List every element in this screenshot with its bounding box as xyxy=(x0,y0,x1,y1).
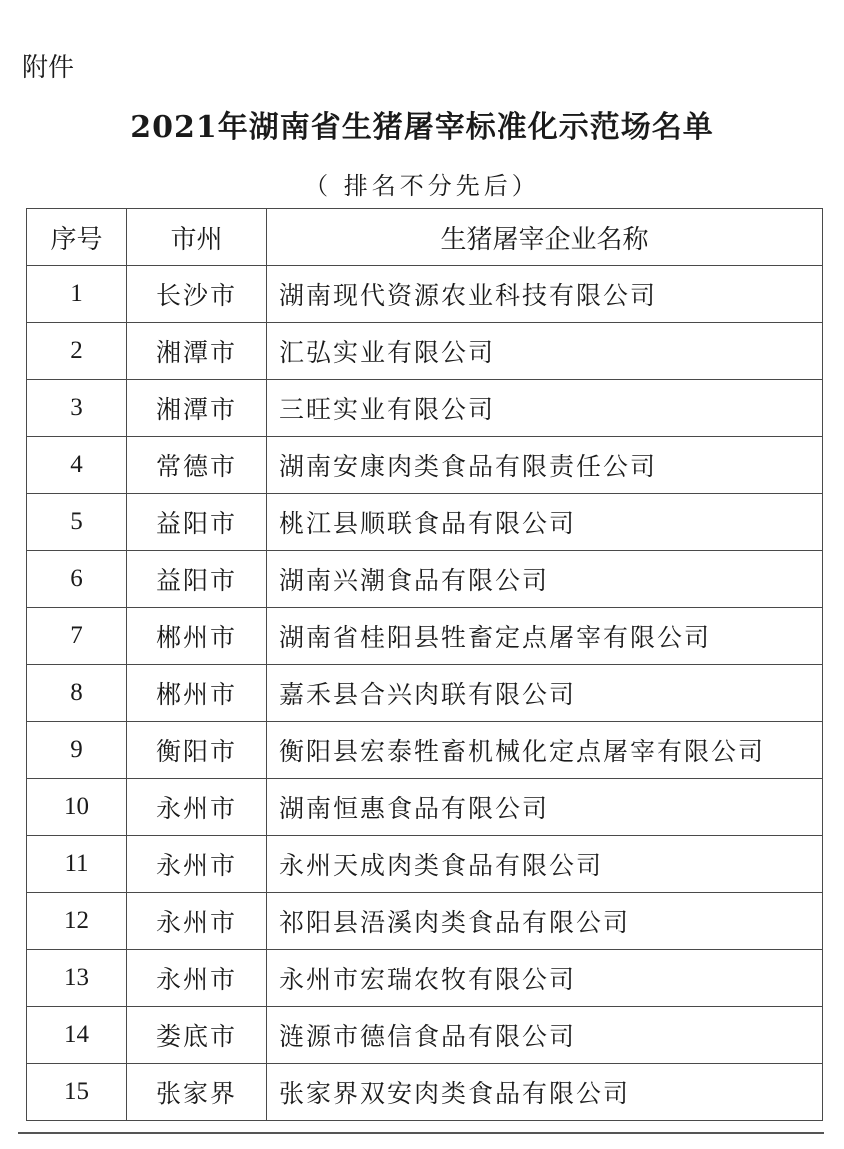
row-city: 湘潭市 xyxy=(127,323,267,380)
row-serial-number: 8 xyxy=(27,665,127,722)
header-serial-number: 序号 xyxy=(27,209,127,266)
row-serial-number: 12 xyxy=(27,893,127,950)
table-row xyxy=(27,893,823,950)
table-row xyxy=(27,1064,823,1121)
row-city: 益阳市 xyxy=(127,551,267,608)
row-serial-number: 9 xyxy=(27,722,127,779)
row-enterprise-name: 桃江县顺联食品有限公司 xyxy=(267,494,823,551)
enterprise-table xyxy=(26,208,823,1121)
row-serial-number: 15 xyxy=(27,1064,127,1121)
row-enterprise-name: 湖南兴潮食品有限公司 xyxy=(267,551,823,608)
bottom-rule xyxy=(18,1132,824,1134)
row-city: 娄底市 xyxy=(127,1007,267,1064)
row-enterprise-name: 衡阳县宏泰牲畜机械化定点屠宰有限公司 xyxy=(267,722,823,779)
row-city: 长沙市 xyxy=(127,266,267,323)
row-enterprise-name: 汇弘实业有限公司 xyxy=(267,323,823,380)
table-row xyxy=(27,779,823,836)
row-serial-number: 2 xyxy=(27,323,127,380)
row-city: 永州市 xyxy=(127,836,267,893)
table-row xyxy=(27,608,823,665)
document-subtitle: （ 排名不分先后） xyxy=(304,172,540,200)
row-serial-number: 5 xyxy=(27,494,127,551)
row-city: 永州市 xyxy=(127,950,267,1007)
row-enterprise-name: 永州市宏瑞农牧有限公司 xyxy=(267,950,823,1007)
row-enterprise-name: 涟源市德信食品有限公司 xyxy=(267,1007,823,1064)
row-serial-number: 11 xyxy=(27,836,127,893)
row-enterprise-name: 三旺实业有限公司 xyxy=(267,380,823,437)
header-enterprise-name: 生猪屠宰企业名称 xyxy=(267,209,823,266)
row-serial-number: 14 xyxy=(27,1007,127,1064)
row-enterprise-name: 湖南恒惠食品有限公司 xyxy=(267,779,823,836)
table-header-row xyxy=(27,209,823,266)
row-serial-number: 10 xyxy=(27,779,127,836)
table-row xyxy=(27,266,823,323)
row-enterprise-name: 湖南安康肉类食品有限责任公司 xyxy=(267,437,823,494)
row-city: 郴州市 xyxy=(127,608,267,665)
table-row xyxy=(27,722,823,779)
row-city: 常德市 xyxy=(127,437,267,494)
row-enterprise-name: 祁阳县浯溪肉类食品有限公司 xyxy=(267,893,823,950)
row-city: 郴州市 xyxy=(127,665,267,722)
row-enterprise-name: 湖南省桂阳县牲畜定点屠宰有限公司 xyxy=(267,608,823,665)
table-row xyxy=(27,1007,823,1064)
table-row xyxy=(27,380,823,437)
row-enterprise-name: 张家界双安肉类食品有限公司 xyxy=(267,1064,823,1121)
table-row xyxy=(27,494,823,551)
table-row xyxy=(27,323,823,380)
row-enterprise-name: 嘉禾县合兴肉联有限公司 xyxy=(267,665,823,722)
row-serial-number: 1 xyxy=(27,266,127,323)
table-row xyxy=(27,551,823,608)
row-serial-number: 6 xyxy=(27,551,127,608)
row-enterprise-name: 永州天成肉类食品有限公司 xyxy=(267,836,823,893)
header-city: 市州 xyxy=(127,209,267,266)
table-row xyxy=(27,836,823,893)
attachment-label: 附件 xyxy=(22,53,75,83)
row-serial-number: 13 xyxy=(27,950,127,1007)
row-city: 永州市 xyxy=(127,893,267,950)
row-enterprise-name: 湖南现代资源农业科技有限公司 xyxy=(267,266,823,323)
row-city: 湘潭市 xyxy=(127,380,267,437)
row-serial-number: 7 xyxy=(27,608,127,665)
table-row xyxy=(27,437,823,494)
row-serial-number: 3 xyxy=(27,380,127,437)
document-title: 2021年湖南省生猪屠宰标准化示范场名单 xyxy=(130,110,714,145)
row-city: 衡阳市 xyxy=(127,722,267,779)
table-row xyxy=(27,950,823,1007)
row-city: 永州市 xyxy=(127,779,267,836)
row-serial-number: 4 xyxy=(27,437,127,494)
row-city: 益阳市 xyxy=(127,494,267,551)
table-row xyxy=(27,665,823,722)
row-city: 张家界 xyxy=(127,1064,267,1121)
